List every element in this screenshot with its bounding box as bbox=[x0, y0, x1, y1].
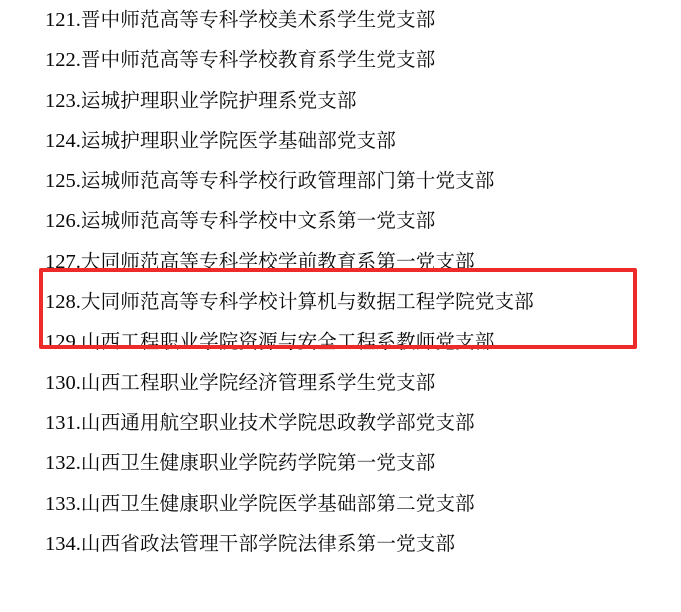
list-item-label: 大同师范高等专科学校计算机与数据工程学院党支部 bbox=[80, 290, 534, 314]
list-item-label: 山西工程职业学院资源与安全工程系教师党支部 bbox=[80, 330, 495, 354]
list-item-number: 133. bbox=[45, 492, 81, 515]
list-item-number: 130. bbox=[45, 371, 81, 394]
list-item-number: 123. bbox=[45, 89, 81, 112]
list-item bbox=[0, 524, 681, 564]
list-item bbox=[0, 403, 681, 443]
list-item-number: 125. bbox=[45, 170, 81, 193]
list-item-label: 山西工程职业学院经济管理系学生党支部 bbox=[80, 370, 436, 394]
list-item-number: 129. bbox=[45, 331, 81, 354]
list-item-number: 124. bbox=[45, 129, 81, 152]
list-item-label: 山西通用航空职业技术学院思政教学部党支部 bbox=[80, 410, 475, 434]
list-item-number: 126. bbox=[45, 210, 81, 233]
list-item-label: 山西卫生健康职业学院医学基础部第二党支部 bbox=[80, 491, 475, 515]
list-item bbox=[0, 0, 681, 40]
list-item-label: 晋中师范高等专科学校美术系学生党支部 bbox=[80, 8, 436, 31]
list-item-number: 134. bbox=[45, 532, 81, 555]
list-item-number: 121. bbox=[45, 9, 81, 31]
list-item-label: 大同师范高等专科学校学前教育系第一党支部 bbox=[80, 249, 475, 273]
list-item-number: 132. bbox=[45, 452, 81, 475]
list-item-highlighted bbox=[0, 242, 681, 282]
list-item-highlighted bbox=[0, 282, 681, 322]
list-item-label: 山西卫生健康职业学院药学院第一党支部 bbox=[80, 451, 436, 475]
list-item bbox=[0, 121, 681, 161]
list-item bbox=[0, 40, 681, 80]
list-item-label: 运城护理职业学院护理系党支部 bbox=[80, 88, 357, 112]
list-item-label: 晋中师范高等专科学校教育系学生党支部 bbox=[80, 48, 436, 72]
list-item bbox=[0, 322, 681, 362]
list-item-label: 运城师范高等专科学校行政管理部门第十党支部 bbox=[80, 169, 495, 193]
list-item bbox=[0, 484, 681, 524]
list-item-number: 131. bbox=[45, 411, 81, 434]
list-item bbox=[0, 363, 681, 403]
list-item-label: 运城师范高等专科学校中文系第一党支部 bbox=[80, 209, 436, 233]
list-item-number: 128. bbox=[45, 291, 81, 314]
list-item bbox=[0, 201, 681, 241]
list-item bbox=[0, 443, 681, 483]
list-item-number: 122. bbox=[45, 49, 81, 72]
list-item bbox=[0, 161, 681, 201]
list-item-number: 127. bbox=[45, 250, 81, 273]
list-item bbox=[0, 81, 681, 121]
list-item-label: 山西省政法管理干部学院法律系第一党支部 bbox=[80, 531, 456, 555]
list-item-label: 运城护理职业学院医学基础部党支部 bbox=[80, 128, 397, 152]
